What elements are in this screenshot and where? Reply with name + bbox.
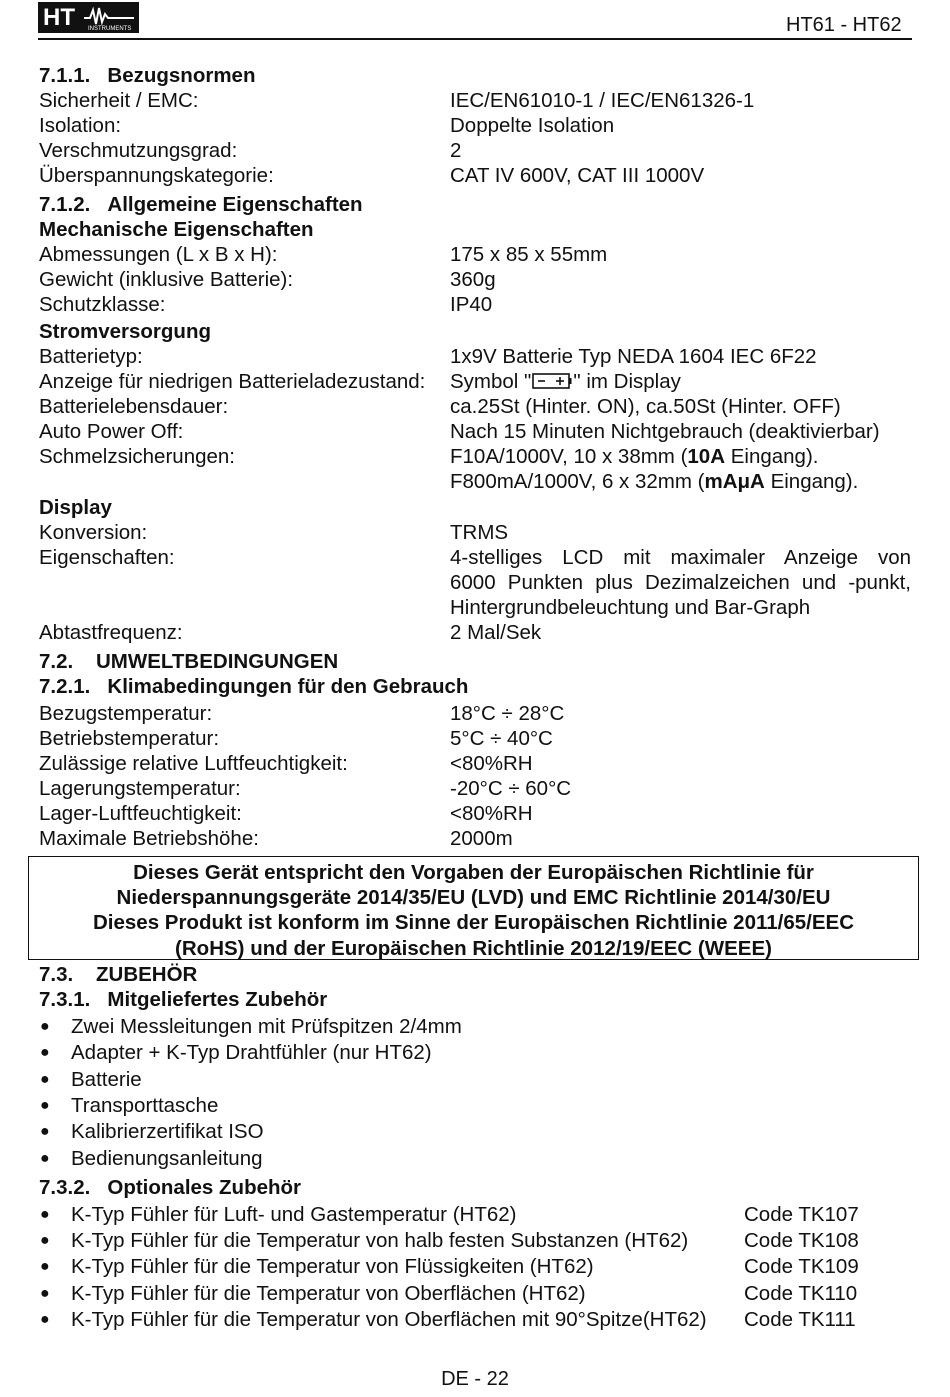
spec-value: 5°C ÷ 40°C: [450, 727, 553, 750]
bullet-icon: ●: [40, 1071, 50, 1088]
section-heading-accessories: [39, 962, 197, 987]
spec-label: Konversion:: [39, 521, 148, 544]
fuse-text: F10A/1000V, 10 x 38mm (: [450, 445, 688, 468]
spec-label: Batterietyp:: [39, 345, 143, 368]
spec-value-low-battery: [450, 369, 681, 396]
spec-label: Abtastfrequenz:: [39, 621, 183, 644]
product-code: Code TK109: [744, 1255, 859, 1278]
spec-value: <80%RH: [450, 802, 533, 825]
subheading-display: Display: [39, 496, 112, 519]
spec-value: TRMS: [450, 521, 509, 544]
spec-value: 1x9V Batterie Typ NEDA 1604 IEC 6F22: [450, 345, 817, 368]
subheading-power: Stromversorgung: [39, 320, 211, 343]
section-number: 7.3.2.: [39, 1176, 91, 1199]
section-number: 7.3.1.: [39, 988, 91, 1011]
section-title: UMWELTBEDINGUNGEN: [96, 650, 339, 673]
section-heading-general: [39, 192, 363, 217]
subsection-heading-climate: [39, 674, 468, 699]
spec-label: Lagerungstemperatur:: [39, 777, 241, 800]
page-number: DE - 22: [441, 1368, 509, 1390]
spec-value: IP40: [450, 293, 493, 316]
list-item: K-Typ Fühler für Luft- und Gastemperatur (HT62): [71, 1203, 517, 1226]
section-heading-ref-norms: [39, 63, 255, 88]
list-item: K-Typ Fühler für die Temperatur von Oberflächen mit 90°Spitze(HT62): [71, 1308, 707, 1331]
logo-text: HT: [43, 4, 75, 31]
product-code: Code TK111: [744, 1308, 856, 1331]
list-item: Batterie: [71, 1068, 142, 1091]
spec-label: Batterielebensdauer:: [39, 395, 229, 418]
spec-label: Isolation:: [39, 114, 122, 137]
notice-line: Niederspannungsgeräte 2014/35/EU (LVD) und EMC Richtlinie 2014/30/EU: [116, 886, 831, 910]
section-title: Optionales Zubehör: [107, 1176, 302, 1199]
spec-label: Abmessungen (L x B x H):: [39, 243, 278, 266]
compliance-notice-box: [28, 856, 919, 960]
list-item: K-Typ Fühler für die Temperatur von Flüssigkeiten (HT62): [71, 1255, 594, 1278]
symbol-suffix: " im Display: [573, 370, 681, 393]
spec-label: Eigenschaften:: [39, 546, 175, 569]
spec-value: <80%RH: [450, 752, 533, 775]
spec-value: 175 x 85 x 55mm: [450, 243, 608, 266]
section-number: 7.1.2.: [39, 193, 91, 216]
section-title: Allgemeine Eigenschaften: [107, 193, 363, 216]
spec-value-line: Hintergrundbeleuchtung und Bar-Graph: [450, 596, 811, 619]
spec-value-line: 4-stelliges LCD mit maximaler Anzeige von: [450, 546, 911, 569]
bullet-icon: ●: [40, 1044, 50, 1061]
bullet-icon: ●: [40, 1097, 50, 1114]
bullet-icon: ●: [40, 1206, 50, 1223]
fuse-text: Eingang).: [764, 470, 859, 493]
spec-value: Nach 15 Minuten Nichtgebrauch (deaktivierbar): [450, 420, 880, 443]
fuse-input-name: mAμA: [704, 470, 765, 493]
spec-value-fuse-2: [450, 469, 858, 494]
spec-label: Lager-Luftfeuchtigkeit:: [39, 802, 242, 825]
section-title: ZUBEHÖR: [96, 963, 198, 986]
spec-value: IEC/EN61010-1 / IEC/EN61326-1: [450, 89, 755, 112]
bullet-icon: ●: [40, 1258, 50, 1275]
spec-value: 18°C ÷ 28°C: [450, 702, 565, 725]
bullet-icon: ●: [40, 1311, 50, 1328]
ht-instruments-logo: [38, 2, 139, 33]
section-title: Klimabedingungen für den Gebrauch: [107, 675, 469, 698]
spec-value: CAT IV 600V, CAT III 1000V: [450, 164, 705, 187]
symbol-prefix: Symbol ": [450, 370, 532, 393]
bullet-icon: ●: [40, 1232, 50, 1249]
spec-label: Auto Power Off:: [39, 420, 184, 443]
bullet-icon: ●: [40, 1285, 50, 1302]
battery-icon: [532, 371, 572, 396]
spec-label: Anzeige für niedrigen Batterieladezustand:: [39, 370, 426, 393]
list-item: Adapter + K-Typ Drahtfühler (nur HT62): [71, 1041, 432, 1064]
spec-value: -20°C ÷ 60°C: [450, 777, 572, 800]
spec-label: Zulässige relative Luftfeuchtigkeit:: [39, 752, 348, 775]
list-item: Kalibrierzertifikat ISO: [71, 1120, 264, 1143]
notice-line: Dieses Produkt ist konform im Sinne der Europäischen Richtlinie 2011/65/EEC: [92, 911, 854, 935]
section-number: 7.3.: [39, 963, 74, 986]
header-divider: [38, 38, 912, 40]
section-heading-environment: [39, 649, 338, 674]
fuse-text: Eingang).: [725, 445, 819, 468]
spec-label: Sicherheit / EMC:: [39, 89, 199, 112]
list-item: K-Typ Fühler für die Temperatur von Oberflächen (HT62): [71, 1282, 586, 1305]
list-item: Bedienungsanleitung: [71, 1147, 263, 1170]
subsection-heading-supplied: [39, 987, 327, 1012]
list-item: K-Typ Fühler für die Temperatur von halb festen Substanzen (HT62): [71, 1229, 689, 1252]
spec-value: 360g: [450, 268, 496, 291]
spec-value: Doppelte Isolation: [450, 114, 615, 137]
spec-value-line: 6000 Punkten plus Dezimalzeichen und -punkt,: [450, 571, 911, 594]
spec-value: 2: [450, 139, 462, 162]
notice-line: (RoHS) und der Europäischen Richtlinie 2012/19/EEC (WEEE): [175, 936, 772, 960]
spec-value: 2 Mal/Sek: [450, 621, 542, 644]
document-code: HT61 - HT62: [786, 14, 902, 36]
spec-value-fuse-1: [450, 444, 818, 469]
subheading-mechanical: Mechanische Eigenschaften: [39, 218, 314, 241]
notice-line: Dieses Gerät entspricht den Vorgaben der Europäischen Richtlinie für: [133, 861, 814, 884]
subsection-heading-optional: [39, 1175, 301, 1200]
spec-label: Schutzklasse:: [39, 293, 166, 316]
list-item: Transporttasche: [71, 1094, 219, 1117]
spec-label: Bezugstemperatur:: [39, 702, 213, 725]
spec-label: Überspannungskategorie:: [39, 164, 274, 187]
bullet-icon: ●: [40, 1150, 50, 1167]
section-number: 7.1.1.: [39, 64, 91, 87]
spec-value: ca.25St (Hinter. ON), ca.50St (Hinter. OFF): [450, 395, 841, 418]
spec-label: Betriebstemperatur:: [39, 727, 220, 750]
spec-value: 2000m: [450, 827, 513, 850]
product-code: Code TK110: [744, 1282, 858, 1305]
section-title: Mitgeliefertes Zubehör: [107, 988, 328, 1011]
bullet-icon: ●: [40, 1123, 50, 1140]
spec-label: Schmelzsicherungen:: [39, 445, 235, 468]
spec-label: Maximale Betriebshöhe:: [39, 827, 259, 850]
section-title: Bezugsnormen: [107, 64, 256, 87]
product-code: Code TK107: [744, 1203, 859, 1226]
bullet-icon: ●: [40, 1018, 50, 1035]
spec-label: Gewicht (inklusive Batterie):: [39, 268, 294, 291]
logo-subtext: INSTRUMENTS: [88, 26, 132, 32]
section-number: 7.2.: [39, 650, 74, 673]
fuse-text: F800mA/1000V, 6 x 32mm (: [450, 470, 705, 493]
spec-label: Verschmutzungsgrad:: [39, 139, 238, 162]
product-code: Code TK108: [744, 1229, 859, 1252]
list-item: Zwei Messleitungen mit Prüfspitzen 2/4mm: [71, 1015, 462, 1038]
fuse-input-name: 10A: [687, 445, 726, 468]
section-number: 7.2.1.: [39, 675, 91, 698]
